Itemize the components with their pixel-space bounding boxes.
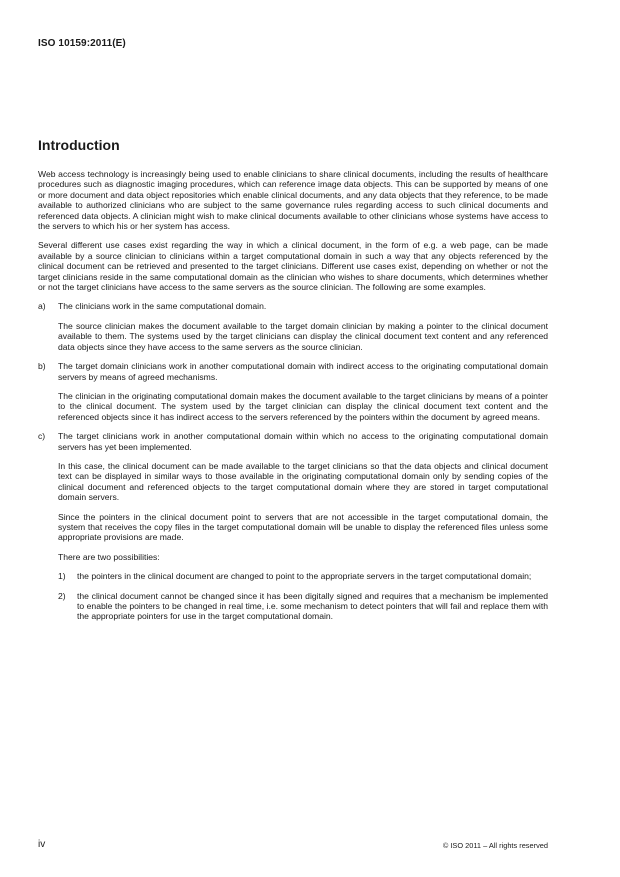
list-item-detail-block <box>58 321 548 352</box>
list-item-text: The clinicians work in the same computational domain. <box>58 301 267 312</box>
possibility-label: 1) <box>58 571 66 582</box>
possibility-text: the clinical document cannot be changed since it has been digitally signed and requires that a mechanism be implemented to enable the pointers to be changed in real time, i.e. some mechanism to detect pointers that will fail and replace them with the appropriate pointers for use in the target computational domain. <box>77 590 548 622</box>
body-paragraph: Several different use cases exist regarding the way in which a clinical document, in the form of e.g. a web page, can be made available by a source clinician to clinicians within a target computational domain in such a way that any objects referenced by the clinical document can be retrieved and presented to the target clinicians. Different use cases exist, depending on whether or not the target clinicians reside in the same computational domain as the clinician who wishes to share documents, which determines whether or not the target clinicians have access to the same servers as the source clinician. The following are some examples. <box>38 240 548 293</box>
list-item-detail-block <box>58 461 548 622</box>
detail-paragraph: There are two possibilities: <box>58 551 160 562</box>
possibility-text: the pointers in the clinical document are changed to point to the appropriate servers in the target computational domain; <box>77 571 532 582</box>
list-item-label: a) <box>38 301 46 312</box>
possibility-item-2 <box>58 591 548 622</box>
list-item-label: c) <box>38 431 46 442</box>
detail-paragraph: Since the pointers in the clinical document point to servers that are not accessible in the target computational domain, the system that receives the copy files in the target computational domain will be unable to display the referenced files unless some appropriate provisions are made. <box>58 511 548 543</box>
possibility-label: 2) <box>58 590 66 601</box>
copyright-notice: © ISO 2011 – All rights reserved <box>442 841 548 850</box>
document-body <box>38 169 548 631</box>
list-item-detail-block <box>58 391 548 422</box>
list-item-c <box>38 431 548 452</box>
detail-paragraph: The clinician in the originating computational domain makes the document available to the target clinicians by means of a pointer to the clinical document. The system used by the target clinician can display the clinical document text content and the referenced objects since it has indirect access to the servers referenced by the pointers within the document by agreed means. <box>58 390 548 422</box>
list-item-text: The target domain clinicians work in another computational domain with indirect access to the originating computational domain servers by means of agreed mechanisms. <box>58 361 548 382</box>
list-item-b <box>38 361 548 382</box>
document-id-header: ISO 10159:2011(E) <box>38 38 126 49</box>
list-item-text: The target clinicians work in another computational domain within which no access to the originating computational domain servers has yet been implemented. <box>58 431 548 452</box>
detail-paragraph: In this case, the clinical document can be made available to the target clinicians so that the data objects and clinical document text can be displayed in similar ways to those available in the originating computational domain only by sending copies of the clinical document and referenced objects to the target computational domain where they are stored in target computational domain servers. <box>58 460 548 503</box>
page-number: iv <box>38 839 46 850</box>
detail-paragraph: The source clinician makes the document available to the target domain clinician by making a pointer to the clinical document available to them. The systems used by the target clinicians can display the clinical document text content and any referenced data objects since they have access to the same servers as the source clinician. <box>58 320 548 352</box>
body-paragraph: Web access technology is increasingly being used to enable clinicians to share clinical documents, including the results of healthcare procedures such as diagnostic imaging procedures, which can reference image data objects. This can be supported by means of one or more document and data object repositories which enable clinical documents, and any data objects that they reference, to be made available to authorized clinicians who are subject to the same governance rules regarding access to such clinical documents and referenced data objects. A clinician might wish to make clinical documents available to other clinicians whose systems have access to the servers to which his or her system has access. <box>38 169 548 232</box>
section-title: Introduction <box>38 137 120 153</box>
list-item-label: b) <box>38 361 46 372</box>
possibility-item-1 <box>58 571 548 581</box>
list-item-a <box>38 301 548 311</box>
